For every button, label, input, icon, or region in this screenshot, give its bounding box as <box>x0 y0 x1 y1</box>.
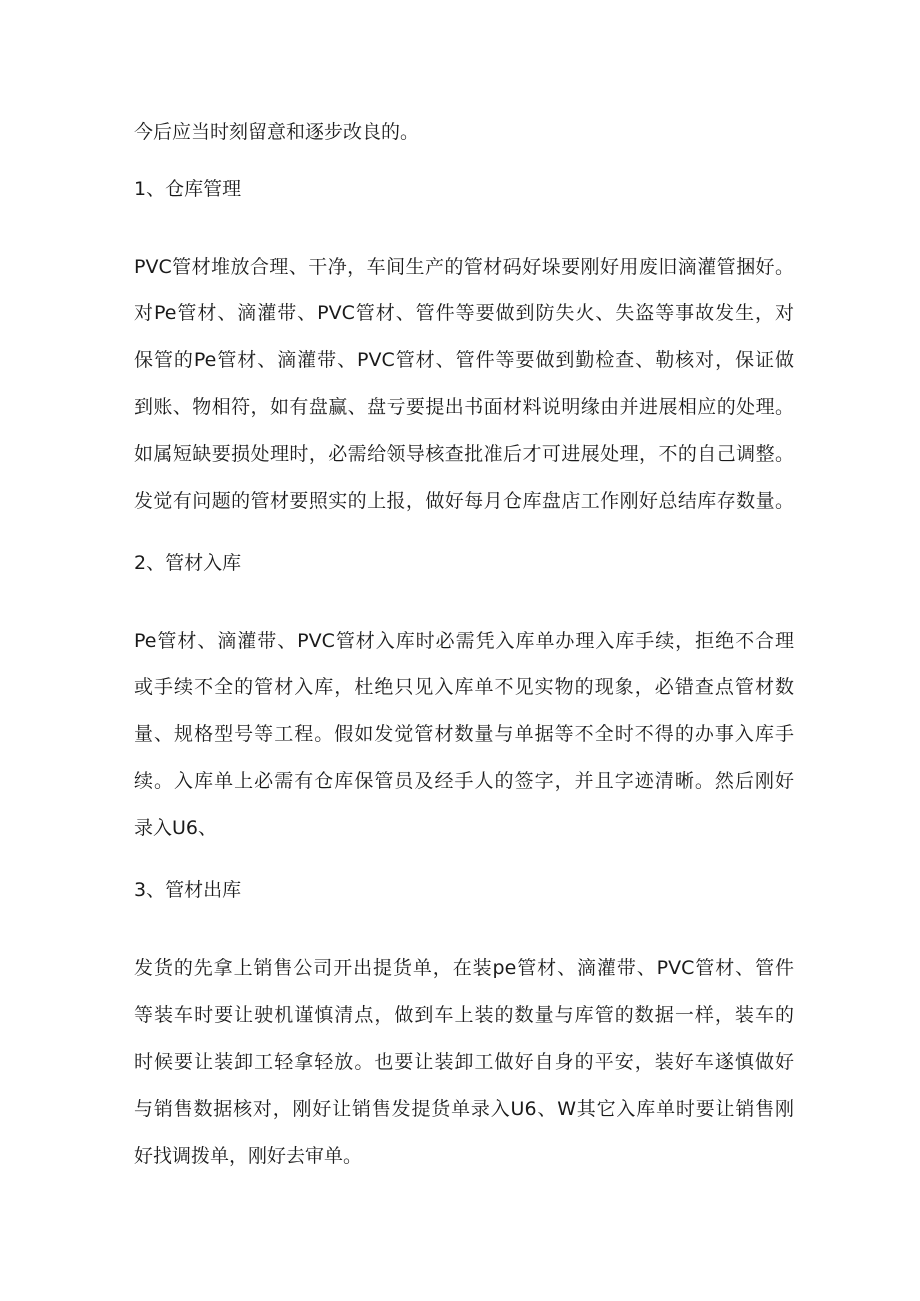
intro-text: 今后应当时刻留意和逐步改良的。 <box>134 121 420 143</box>
section-1-line-1: PVC管材堆放合理、干净，车间生产的管材码好垛要刚好用废旧滴灌管捆好。 <box>134 256 794 278</box>
section-2-heading: 2、管材入库 <box>134 552 242 574</box>
section-3-line-4: 与销售数据核对，刚好让销售发提货单录入U6、W其它入库单时要让销售刚 <box>134 1098 794 1120</box>
section-1-line-5: 如属短缺要损处理时，必需给领导核查批准后才可进展处理，不的自己调整。 <box>134 443 794 465</box>
section-2-line-5: 录入U6、 <box>134 817 217 839</box>
section-2-line-1: Pe管材、滴灌带、PVC管材入库时必需凭入库单办理入库手续，拒绝不合理 <box>134 630 794 652</box>
section-1-line-2: 对Pe管材、滴灌带、PVC管材、管件等要做到防失火、失盗等事故发生，对 <box>134 302 794 324</box>
section-3-line-1: 发货的先拿上销售公司开出提货单，在装pe管材、滴灌带、PVC管材、管件 <box>134 957 794 979</box>
section-3-line-5: 好找调拨单，刚好去审单。 <box>134 1145 363 1167</box>
section-3-line-2: 等装车时要让驶机谨慎清点，做到车上装的数量与库管的数据一样，装车的 <box>134 1004 794 1026</box>
section-1-line-4: 到账、物相符，如有盘赢、盘亏要提出书面材料说明缘由并进展相应的处理。 <box>134 396 794 418</box>
section-3-heading: 3、管材出库 <box>134 879 242 901</box>
section-2-line-4: 续。入库单上必需有仓库保管员及经手人的签字，并且字迹清晰。然后刚好 <box>134 770 794 792</box>
section-3-line-3: 时候要让装卸工轻拿轻放。也要让装卸工做好自身的平安，装好车遂慎做好 <box>134 1051 794 1073</box>
section-2-line-2: 或手续不全的管材入库，杜绝只见入库单不见实物的现象，必错查点管材数 <box>134 676 794 698</box>
section-1-line-6: 发觉有问题的管材要照实的上报，做好每月仓库盘店工作刚好总结库存数量。 <box>134 490 794 512</box>
section-2-line-3: 量、规格型号等工程。假如发觉管材数量与单据等不全时不得的办事入库手 <box>134 723 794 745</box>
section-1-heading: 1、仓库管理 <box>134 178 242 200</box>
section-1-line-3: 保管的Pe管材、滴灌带、PVC管材、管件等要做到勤检查、勒核对，保证做 <box>134 349 794 371</box>
